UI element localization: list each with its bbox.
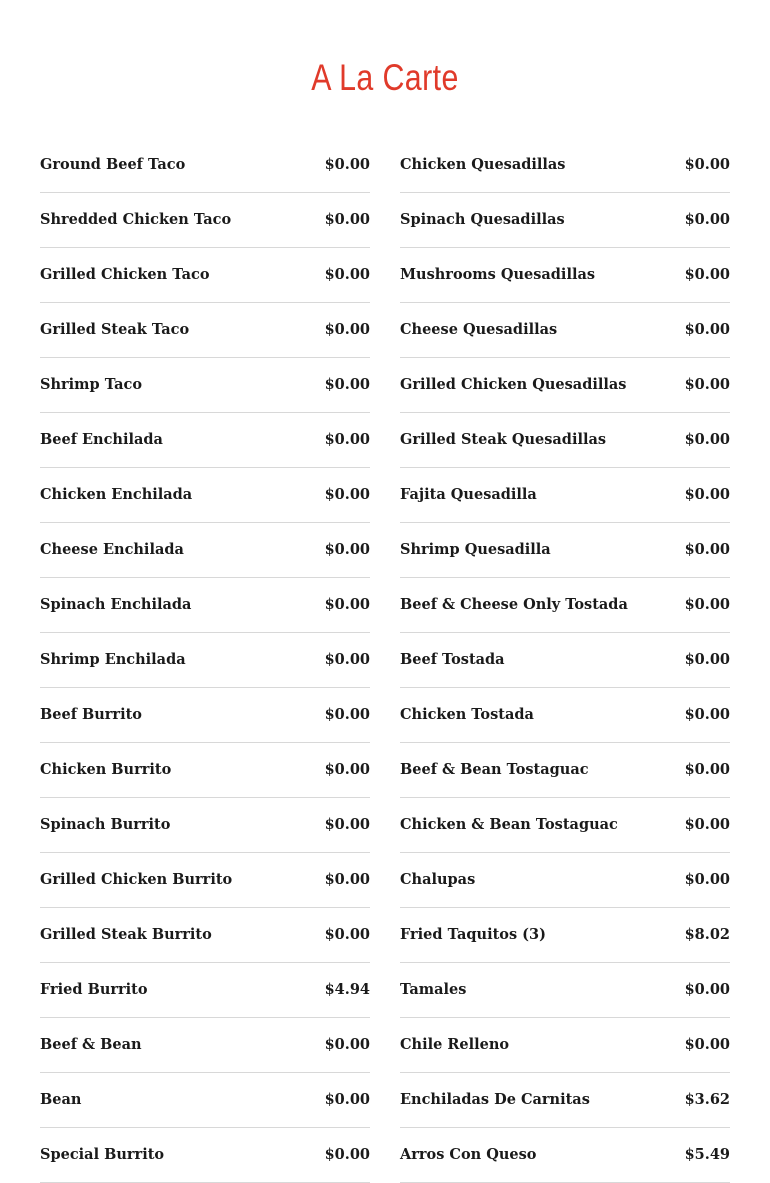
menu-item-name: Shrimp Enchilada (40, 651, 186, 668)
menu-item (40, 413, 370, 468)
menu-column-left (40, 138, 370, 1183)
menu-item-price: $0.00 (684, 321, 730, 338)
menu-item-price: $0.00 (684, 651, 730, 668)
menu-item (400, 1073, 730, 1128)
menu-item-name: Beef & Bean (40, 1036, 142, 1053)
menu-item-name: Spinach Quesadillas (400, 211, 565, 228)
menu-item-name: Beef Burrito (40, 706, 142, 723)
menu-item-name: Fried Taquitos (3) (400, 926, 546, 943)
menu-item-name: Grilled Chicken Burrito (40, 871, 233, 888)
menu-item-name: Chicken Enchilada (40, 486, 193, 503)
menu-item-name: Chicken Quesadillas (400, 156, 566, 173)
menu-item-name: Shrimp Quesadilla (400, 541, 551, 558)
menu-item (40, 633, 370, 688)
menu-item-price: $0.00 (684, 266, 730, 283)
menu-item (40, 1018, 370, 1073)
menu-item (40, 1128, 370, 1183)
menu-item (400, 908, 730, 963)
menu-item-name: Arros Con Queso (400, 1146, 537, 1163)
menu-item (40, 303, 370, 358)
menu-item-price: $0.00 (324, 871, 370, 888)
menu-item-name: Enchiladas De Carnitas (400, 1091, 590, 1108)
menu-item (400, 1128, 730, 1183)
menu-item-price: $0.00 (324, 321, 370, 338)
menu-column-right (400, 138, 730, 1183)
menu-item (40, 578, 370, 633)
menu-item (400, 303, 730, 358)
menu-item-price: $0.00 (324, 1036, 370, 1053)
menu-item-price: $0.00 (684, 211, 730, 228)
menu-item-price: $0.00 (324, 431, 370, 448)
menu-item (40, 853, 370, 908)
menu-item (40, 688, 370, 743)
menu-item (400, 193, 730, 248)
menu-item-price: $5.49 (684, 1146, 730, 1163)
menu-item-price: $0.00 (684, 816, 730, 833)
menu-item-price: $0.00 (684, 541, 730, 558)
menu-item-price: $0.00 (324, 211, 370, 228)
menu-item (400, 1018, 730, 1073)
menu-item-price: $0.00 (684, 1036, 730, 1053)
menu-item-name: Chicken Burrito (40, 761, 172, 778)
menu-item-name: Bean (40, 1091, 82, 1108)
menu-item-name: Cheese Quesadillas (400, 321, 558, 338)
menu-item (400, 358, 730, 413)
menu-item (400, 688, 730, 743)
menu-item-name: Fried Burrito (40, 981, 148, 998)
menu-item (400, 468, 730, 523)
menu-item-name: Chile Relleno (400, 1036, 510, 1053)
menu-item-name: Beef & Cheese Only Tostada (400, 596, 628, 613)
menu-item (40, 358, 370, 413)
menu-item-price: $0.00 (684, 871, 730, 888)
menu-item-price: $0.00 (684, 981, 730, 998)
menu-item-price: $0.00 (324, 926, 370, 943)
menu-item (40, 743, 370, 798)
menu-item (40, 908, 370, 963)
menu-item-name: Shredded Chicken Taco (40, 211, 232, 228)
menu-item-name: Grilled Steak Quesadillas (400, 431, 607, 448)
menu-item-name: Grilled Chicken Quesadillas (400, 376, 627, 393)
menu-item (40, 248, 370, 303)
menu-item-name: Special Burrito (40, 1146, 165, 1163)
menu-item-name: Grilled Steak Taco (40, 321, 190, 338)
menu-item-name: Beef Tostada (400, 651, 505, 668)
menu-item (400, 248, 730, 303)
menu-item-price: $0.00 (684, 706, 730, 723)
menu-item-name: Beef & Bean Tostaguac (400, 761, 589, 778)
menu-item (40, 193, 370, 248)
menu-item-price: $0.00 (324, 486, 370, 503)
menu-item-name: Grilled Steak Burrito (40, 926, 212, 943)
menu-item-price: $0.00 (684, 156, 730, 173)
menu-item-price: $0.00 (324, 651, 370, 668)
menu-item-price: $0.00 (324, 266, 370, 283)
menu-item (40, 1073, 370, 1128)
menu-item (40, 963, 370, 1018)
menu-item (400, 578, 730, 633)
menu-item-name: Chicken & Bean Tostaguac (400, 816, 618, 833)
menu-item-name: Ground Beef Taco (40, 156, 186, 173)
menu-item-price: $0.00 (324, 1091, 370, 1108)
menu-item-name: Spinach Burrito (40, 816, 171, 833)
menu-item (400, 633, 730, 688)
menu-item-name: Tamales (400, 981, 467, 998)
menu-item (400, 743, 730, 798)
page-title: A La Carte (311, 57, 459, 98)
menu-item-price: $0.00 (684, 486, 730, 503)
menu-item-name: Shrimp Taco (40, 376, 142, 393)
menu-item-price: $0.00 (324, 541, 370, 558)
menu-item-name: Mushrooms Quesadillas (400, 266, 596, 283)
menu-item-name: Grilled Chicken Taco (40, 266, 210, 283)
menu-item-price: $8.02 (684, 926, 730, 943)
menu-item-name: Chicken Tostada (400, 706, 534, 723)
menu-item-price: $0.00 (684, 761, 730, 778)
menu-item-name: Spinach Enchilada (40, 596, 192, 613)
menu-item-price: $0.00 (324, 706, 370, 723)
menu-item (400, 138, 730, 193)
menu-item-price: $4.94 (324, 981, 370, 998)
menu-item-name: Chalupas (400, 871, 476, 888)
menu-item-name: Beef Enchilada (40, 431, 163, 448)
menu-item-name: Cheese Enchilada (40, 541, 184, 558)
menu-item-price: $0.00 (324, 1146, 370, 1163)
menu-item (400, 963, 730, 1018)
menu-item-price: $0.00 (684, 376, 730, 393)
menu-item (400, 413, 730, 468)
menu-item-price: $0.00 (684, 431, 730, 448)
menu-item-name: Fajita Quesadilla (400, 486, 537, 503)
menu-item (400, 798, 730, 853)
menu-item-price: $0.00 (324, 816, 370, 833)
menu-item (400, 523, 730, 578)
menu-item (40, 138, 370, 193)
menu-item-price: $0.00 (324, 761, 370, 778)
menu-item-price: $0.00 (324, 156, 370, 173)
menu-item-price: $0.00 (324, 376, 370, 393)
menu-item-price: $3.62 (684, 1091, 730, 1108)
menu-item-price: $0.00 (684, 596, 730, 613)
menu-item (40, 468, 370, 523)
menu-item-price: $0.00 (324, 596, 370, 613)
menu-item (400, 853, 730, 908)
menu-item (40, 798, 370, 853)
menu-item (40, 523, 370, 578)
